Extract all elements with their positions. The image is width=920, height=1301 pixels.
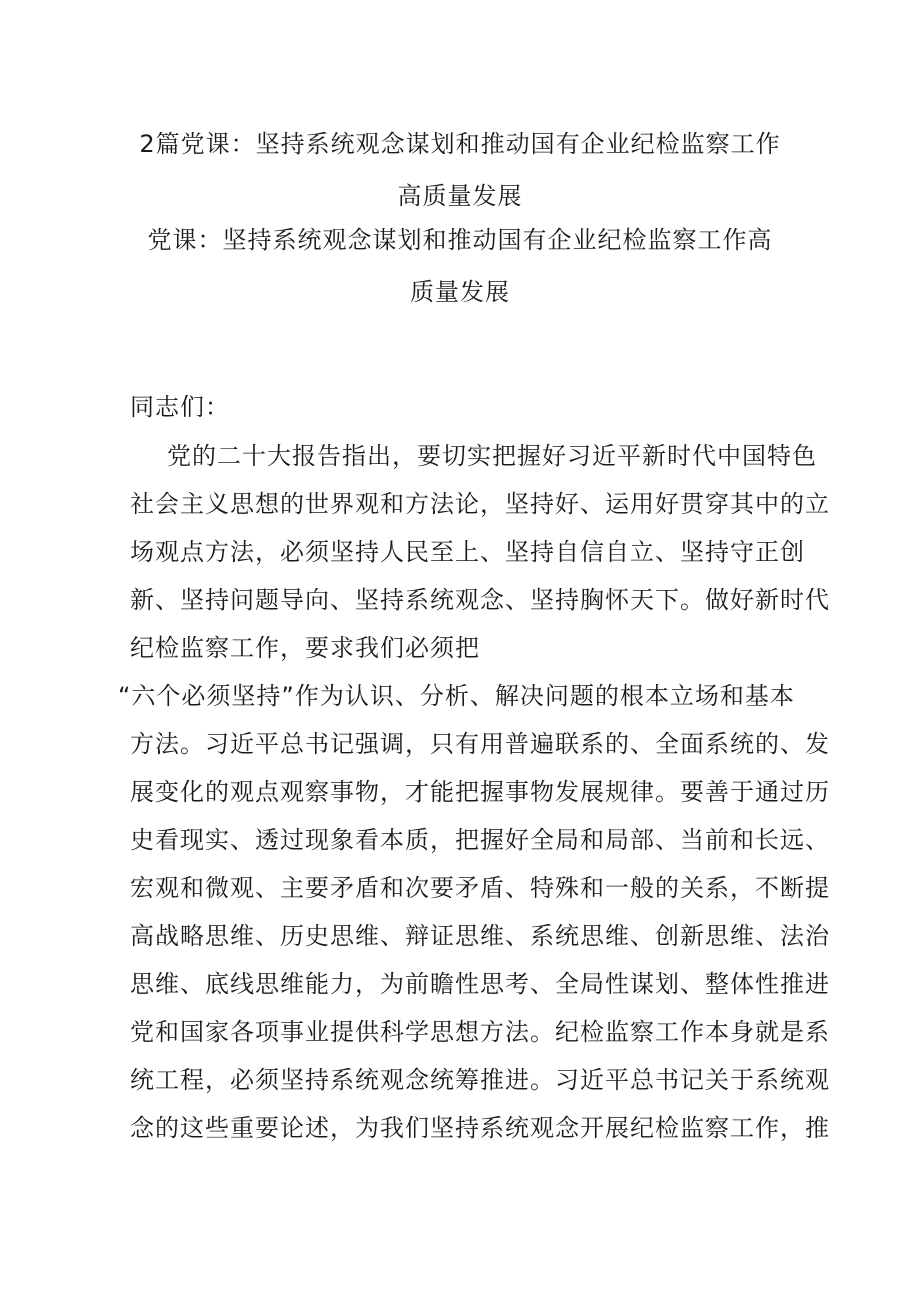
body-line: 党的二十大报告指出，要切实把握好习近平新时代中国特色 [142,442,817,470]
body-line: 纪检监察工作，要求我们必须把 [130,634,480,662]
body-line: 念的这些重要论述，为我们坚持系统观念开展纪检监察工作，推 [130,1114,830,1142]
salutation: 同志们： [130,393,230,421]
document-subtitle [0,214,920,318]
body-line: 史看现实、透过现象看本质，把握好全局和局部、当前和长远、 [130,826,830,854]
body-line: 展变化的观点观察事物，才能把握事物发展规律。要善于通过历 [130,778,830,806]
body-line: 党和国家各项事业提供科学思想方法。纪检监察工作本身就是系 [130,1018,830,1046]
title-line: 2篇党课：坚持系统观念谋划和推动国有企业纪检监察工作 [139,130,781,158]
title-line: 高质量发展 [397,182,523,210]
body-line: 新、坚持问题导向、坚持系统观念、坚持胸怀天下。做好新时代 [130,586,830,614]
body-line: 方法。习近平总书记强调，只有用普遍联系的、全面系统的、发 [130,730,830,758]
body-line: 思维、底线思维能力，为前瞻性思考、全局性谋划、整体性推进 [130,970,830,998]
body-line: 社会主义思想的世界观和方法论，坚持好、运用好贯穿其中的立 [130,490,830,518]
body-line: 场观点方法，必须坚持人民至上、坚持自信自立、坚持守正创 [130,538,805,566]
body-line: “六个必须坚持”作为认识、分析、解决问题的根本立场和基本 [118,682,795,710]
document-title [0,118,920,222]
body-line: 统工程，必须坚持系统观念统筹推进。习近平总书记关于系统观 [130,1066,830,1094]
subtitle-line: 质量发展 [410,278,510,306]
subtitle-line: 党课：坚持系统观念谋划和推动国有企业纪检监察工作高 [147,226,773,254]
body-line: 高战略思维、历史思维、辩证思维、系统思维、创新思维、法治 [130,922,830,950]
body-line: 宏观和微观、主要矛盾和次要矛盾、特殊和一般的关系，不断提 [130,874,830,902]
